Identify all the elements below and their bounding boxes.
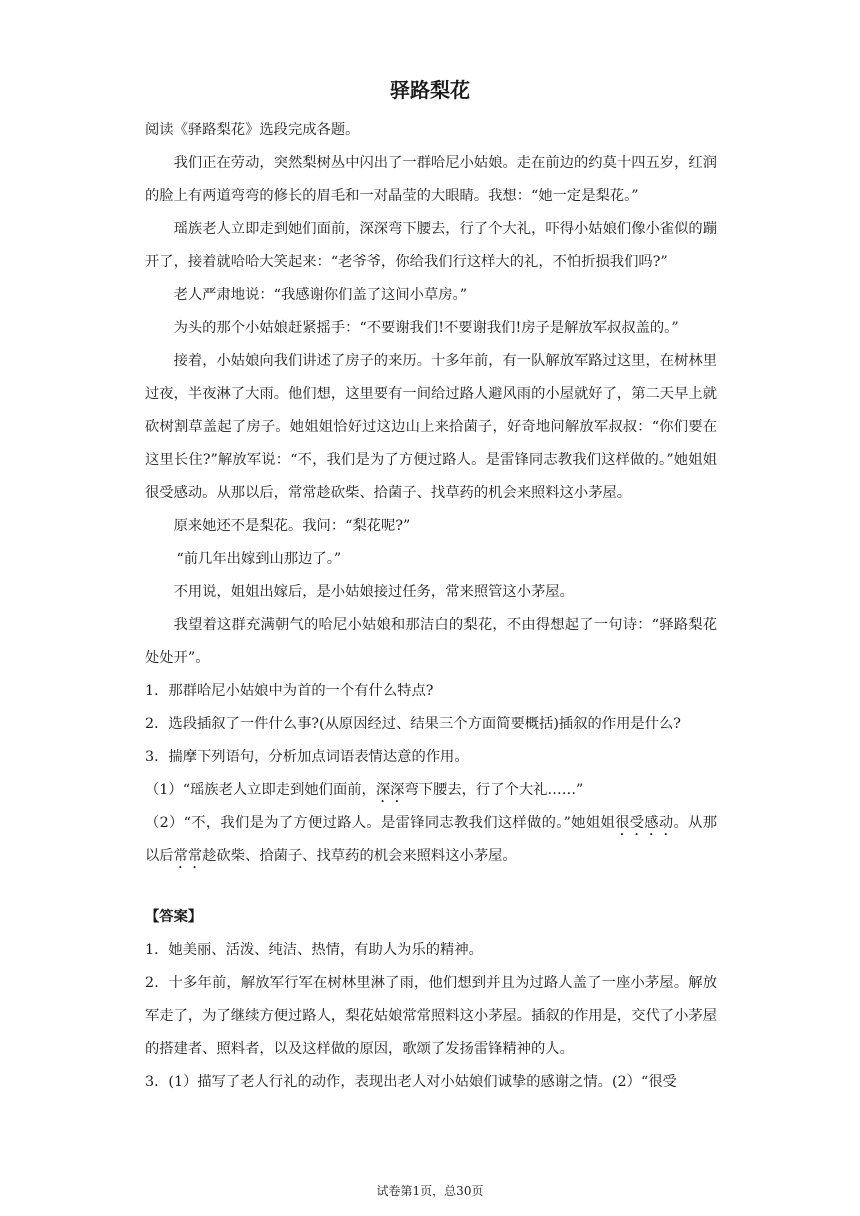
passage-paragraph: 我们正在劳动，突然梨树丛中闪出了一群哈尼小姑娘。走在前边的约莫十四五岁，红润的脸上有两道弯弯的修长的眉毛和一对晶莹的大眼睛。我想：“她一定是梨花。” (145, 155, 717, 204)
passage-paragraph: 老人严肃地说：“我感谢你们盖了这间小草房。” (173, 287, 467, 303)
sub1-dotted-word: 深深 (375, 782, 405, 798)
sub2-part3: 趁砍柴、拾菌子、找草药的机会来照料这小茅屋。 (202, 848, 517, 864)
sub2-part1: （2）“不，我们是为了方便过路人。是雷锋同志教我们这样做的。”她姐姐 (145, 815, 616, 831)
page-footer: 试卷第1页，总30页 (376, 1184, 484, 1198)
answer-heading: 【答案】 (145, 909, 203, 925)
passage-paragraph: 原来她还不是梨花。我问：“梨花呢?” (173, 518, 411, 534)
intro-text: 阅读《驿路梨花》选段完成各题。 (145, 122, 360, 138)
sub2-dotted-word-1: 很受感动 (615, 815, 674, 831)
question-1: 1．那群哈尼小姑娘中为首的一个有什么特点? (145, 683, 434, 699)
sub2-part2: 。从那以后 (145, 815, 718, 864)
question-3: 3．揣摩下列语句，分析加点词语表情达意的作用。 (145, 749, 469, 765)
answer-2: 2．十多年前，解放军行军在树林里淋了雨，他们想到并且为过路人盖了一座小茅屋。解放军走了，为了继续方便过路人，梨花姑娘常常照料这小茅屋。插叙的作用是，交代了小茅屋的搭建者、照料者，以及这样做的原因，歌颂了发扬雷锋精神的人。 (145, 975, 717, 1057)
passage-paragraph: “前几年出嫁到山那边了。” (176, 551, 342, 567)
passage-paragraph: 瑶族老人立即走到她们面前，深深弯下腰去，行了个大礼，吓得小姑娘们像小雀似的蹦开了，接着就哈哈大笑起来：“老爷爷，你给我们行这样大的礼，不怕折损我们吗?” (145, 221, 717, 270)
sub2-dotted-word-2: 常常 (173, 848, 203, 864)
answer-3: 3．(1）描写了老人行礼的动作，表现出老人对小姑娘们诚挚的感谢之情。(2）“很受 (145, 1074, 677, 1090)
passage-paragraph: 接着，小姑娘向我们讲述了房子的来历。十多年前，有一队解放军路过这里，在树林里过夜，半夜淋了大雨。他们想，这里要有一间给过路人避风雨的小屋就好了，第二天早上就砍树割草盖起了房子。她姐姐恰好过这边山上来拾菌子，好奇地问解放军叔叔：“你们要在这里长住?”解放军说：“不，我们是为了方便过路人。是雷锋同志教我们这样做的。”她姐姐很受感动。从那以后，常常趁砍柴、拾菌子、找草药的机会来照料这小茅屋。 (145, 353, 717, 501)
passage-paragraph: 我望着这群充满朝气的哈尼小姑娘和那洁白的梨花，不由得想起了一句诗：“驿路梨花处处开”。 (145, 617, 717, 666)
document-title: 驿路梨花 (390, 78, 470, 102)
question-2: 2．选段插叙了一件什么事?(从原因经过、结果三个方面简要概括)插叙的作用是什么? (145, 716, 681, 732)
document-body (145, 114, 717, 1099)
sub1-after: 弯下腰去，行了个大礼……” (404, 782, 584, 798)
answer-1: 1．她美丽、活泼、纯洁、热情，有助人为乐的精神。 (145, 942, 483, 958)
question-3-sub-2 (145, 807, 717, 873)
passage-paragraph: 不用说，姐姐出嫁后，是小姑娘接过任务，常来照管这小茅屋。 (173, 584, 574, 600)
passage-paragraph: 为头的那个小姑娘赶紧摇手：“不要谢我们!不要谢我们!房子是解放军叔叔盖的。” (173, 320, 679, 336)
question-3-sub-1 (145, 774, 717, 807)
sub1-before: （1）“瑶族老人立即走到她们面前， (145, 782, 376, 798)
